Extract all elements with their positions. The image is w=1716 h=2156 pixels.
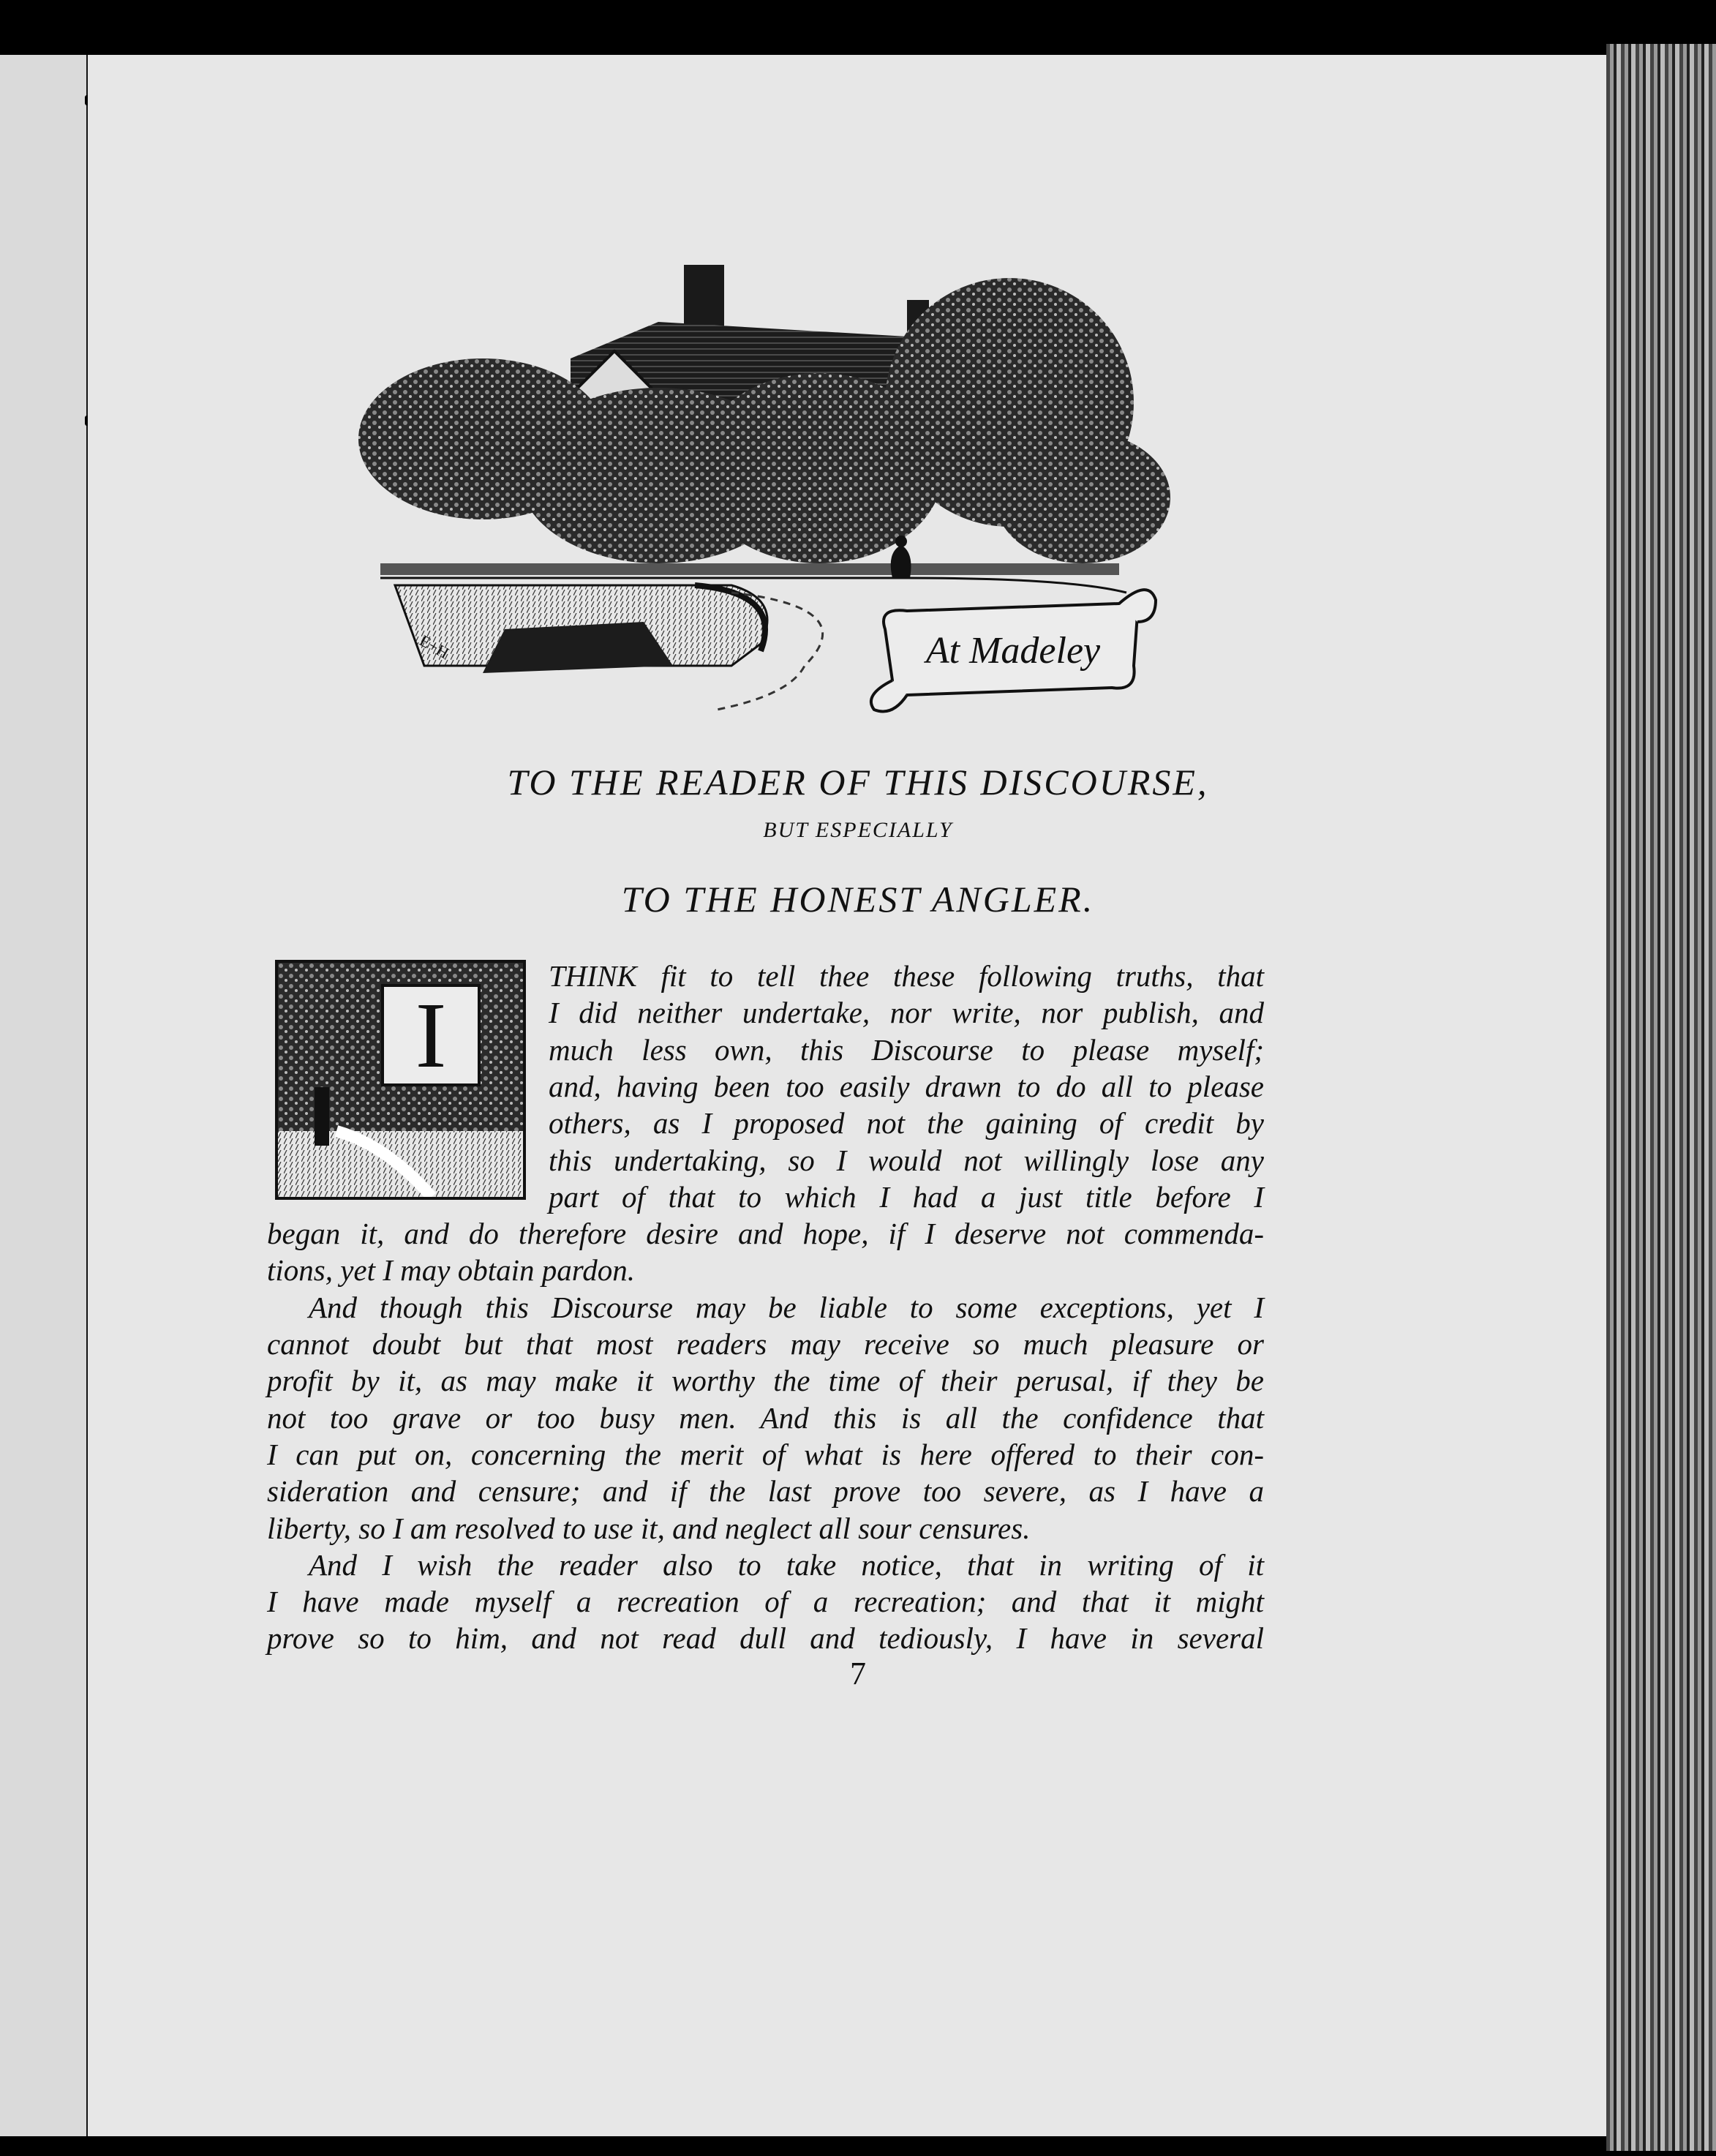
text-line: THINK fit to tell thee these following truths, that (549, 959, 1264, 993)
heading-line-1: TO THE READER OF THIS DISCOURSE, (507, 762, 1209, 803)
page-number: 7 (850, 1656, 866, 1691)
artist-signature: E+H (416, 631, 453, 663)
text-line: much less own, this Discourse to please myself; (549, 1032, 1264, 1067)
text-line: I can put on, concerning the merit of what is here offered to their con- (267, 1437, 1264, 1471)
text-line: others, as I proposed not the gaining of credit by (549, 1106, 1264, 1141)
madeley-illustration (351, 256, 1185, 724)
text-line: and, having been too easily drawn to do all to please (549, 1069, 1264, 1103)
text-line: cannot doubt but that most readers may receive so much pleasure or (267, 1327, 1264, 1361)
text-line: began it, and do therefore desire and hope, if I deserve not commenda- (267, 1217, 1264, 1251)
gutter (0, 55, 88, 2136)
text-line: I have made myself a recreation of a recreation; and that it might (267, 1585, 1264, 1619)
text-line: And I wish the reader also to take notice, that in writing of it (309, 1547, 1264, 1582)
text-line: prove so to him, and not read dull and tediously, I have in several (267, 1621, 1264, 1656)
text-line: And though this Discourse may be liable to some exceptions, yet I (309, 1290, 1264, 1324)
text-line: part of that to which I had a just title before I (549, 1179, 1264, 1214)
heading-line-3: TO THE HONEST ANGLER. (621, 879, 1095, 920)
text-line: sideration and censure; and if the last prove too severe, as I have a (267, 1474, 1264, 1509)
text-line: tions, yet I may obtain pardon. (267, 1253, 635, 1288)
text-line: profit by it, as may make it worthy the time of their perusal, if they be (267, 1364, 1264, 1398)
dropcap-letter: I (381, 984, 481, 1086)
text-line: this undertaking, so I would not willingly lose any (549, 1143, 1264, 1177)
page-edges (1606, 44, 1716, 2151)
walking-figure (891, 545, 911, 578)
text-line: liberty, so I am resolved to use it, and neglect all sour censures. (267, 1511, 1031, 1545)
text-line: not too grave or too busy men. And this is all the confidence that (267, 1400, 1264, 1435)
text-line: I did neither undertake, nor write, nor publish, and (549, 996, 1264, 1030)
scroll-caption: At Madeley (925, 630, 1101, 672)
heading-line-2: BUT ESPECIALLY (763, 818, 953, 842)
